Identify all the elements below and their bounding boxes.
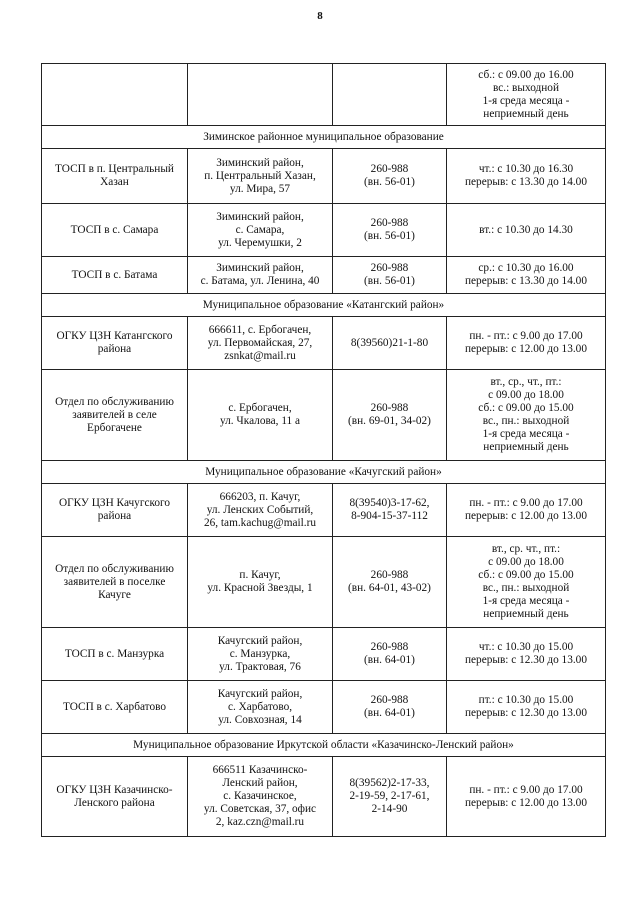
table-row xyxy=(42,370,606,461)
table-row xyxy=(42,257,606,294)
offices-table-body xyxy=(42,64,606,837)
office-name-cell: ТОСП в с. Манзурка xyxy=(42,628,188,681)
hours-cell: вт.: с 10.30 до 14.30 xyxy=(447,204,606,257)
office-name-cell: ТОСП в с. Самара xyxy=(42,204,188,257)
phone-cell: 260-988 (вн. 56-01) xyxy=(333,149,447,204)
table-row xyxy=(42,537,606,628)
table-row xyxy=(42,484,606,537)
address-cell: Зиминский район, п. Центральный Хазан, ул. Мира, 57 xyxy=(188,149,333,204)
address-cell: Качугский район, с. Харбатово, ул. Совхозная, 14 xyxy=(188,681,333,734)
table-row xyxy=(42,149,606,204)
phone-cell: 260-988 (вн. 56-01) xyxy=(333,204,447,257)
table-row xyxy=(42,317,606,370)
address-cell: с. Ербогачен, ул. Чкалова, 11 а xyxy=(188,370,333,461)
page-number: 8 xyxy=(317,10,323,22)
section-title: Муниципальное образование Иркутской области «Казачинско-Ленский район» xyxy=(42,734,606,757)
office-name-cell: ТОСП в с. Батама xyxy=(42,257,188,294)
hours-cell: пн. - пт.: с 9.00 до 17.00 перерыв: с 12.00 до 13.00 xyxy=(447,757,606,837)
phone-cell: 260-988 (вн. 64-01, 43-02) xyxy=(333,537,447,628)
office-name-cell: ТОСП в п. Центральный Хазан xyxy=(42,149,188,204)
office-name-cell xyxy=(42,64,188,126)
phone-cell: 260-988 (вн. 64-01) xyxy=(333,681,447,734)
phone-cell: 8(39560)21-1-80 xyxy=(333,317,447,370)
offices-table xyxy=(41,63,606,837)
section-title: Муниципальное образование «Качугский район» xyxy=(42,461,606,484)
office-name-cell: Отдел по обслуживанию заявителей в селе Ербогачене xyxy=(42,370,188,461)
section-row xyxy=(42,734,606,757)
hours-cell: чт.: с 10.30 до 15.00 перерыв: с 12.30 до 13.00 xyxy=(447,628,606,681)
phone-cell: 8(39562)2-17-33, 2-19-59, 2-17-61, 2-14-90 xyxy=(333,757,447,837)
office-name-cell: ОГКУ ЦЗН Казачинско- Ленского района xyxy=(42,757,188,837)
section-row xyxy=(42,126,606,149)
section-row xyxy=(42,461,606,484)
phone-cell: 8(39540)3-17-62, 8-904-15-37-112 xyxy=(333,484,447,537)
office-name-cell: Отдел по обслуживанию заявителей в поселке Качуге xyxy=(42,537,188,628)
table-row xyxy=(42,628,606,681)
hours-cell: чт.: с 10.30 до 16.30 перерыв: с 13.30 до 14.00 xyxy=(447,149,606,204)
office-name-cell: ОГКУ ЦЗН Качугского района xyxy=(42,484,188,537)
address-cell: Качугский район, с. Манзурка, ул. Трактовая, 76 xyxy=(188,628,333,681)
section-title: Зиминское районное муниципальное образование xyxy=(42,126,606,149)
phone-cell: 260-988 (вн. 64-01) xyxy=(333,628,447,681)
address-cell: 666611, с. Ербогачен, ул. Первомайская, 27, zsnkat@mail.ru xyxy=(188,317,333,370)
office-name-cell: ТОСП в с. Харбатово xyxy=(42,681,188,734)
table-row xyxy=(42,757,606,837)
address-cell: 666203, п. Качуг, ул. Ленских Событий, 26, tam.kachug@mail.ru xyxy=(188,484,333,537)
hours-cell: пн. - пт.: с 9.00 до 17.00 перерыв: с 12.00 до 13.00 xyxy=(447,484,606,537)
table-row xyxy=(42,681,606,734)
hours-cell: сб.: с 09.00 до 16.00 вс.: выходной 1-я среда месяца - неприемный день xyxy=(447,64,606,126)
hours-cell: пн. - пт.: с 9.00 до 17.00 перерыв: с 12.00 до 13.00 xyxy=(447,317,606,370)
phone-cell: 260-988 (вн. 56-01) xyxy=(333,257,447,294)
phone-cell: 260-988 (вн. 69-01, 34-02) xyxy=(333,370,447,461)
address-cell: п. Качуг, ул. Красной Звезды, 1 xyxy=(188,537,333,628)
hours-cell: вт., ср. чт., пт.: с 09.00 до 18.00 сб.: с 09.00 до 15.00 вс., пн.: выходной 1-я среда месяца - неприемный день xyxy=(447,537,606,628)
table-row xyxy=(42,204,606,257)
table-row xyxy=(42,64,606,126)
address-cell: 666511 Казачинско- Ленский район, с. Казачинское, ул. Советская, 37, офис 2, kaz.czn@mail.ru xyxy=(188,757,333,837)
phone-cell xyxy=(333,64,447,126)
office-name-cell: ОГКУ ЦЗН Катангского района xyxy=(42,317,188,370)
section-row xyxy=(42,294,606,317)
hours-cell: ср.: с 10.30 до 16.00 перерыв: с 13.30 до 14.00 xyxy=(447,257,606,294)
address-cell xyxy=(188,64,333,126)
hours-cell: вт., ср., чт., пт.: с 09.00 до 18.00 сб.: с 09.00 до 15.00 вс., пн.: выходной 1-я среда месяца - неприемный день xyxy=(447,370,606,461)
address-cell: Зиминский район, с. Самара, ул. Черемушки, 2 xyxy=(188,204,333,257)
hours-cell: пт.: с 10.30 до 15.00 перерыв: с 12.30 до 13.00 xyxy=(447,681,606,734)
address-cell: Зиминский район, с. Батама, ул. Ленина, 40 xyxy=(188,257,333,294)
section-title: Муниципальное образование «Катангский район» xyxy=(42,294,606,317)
